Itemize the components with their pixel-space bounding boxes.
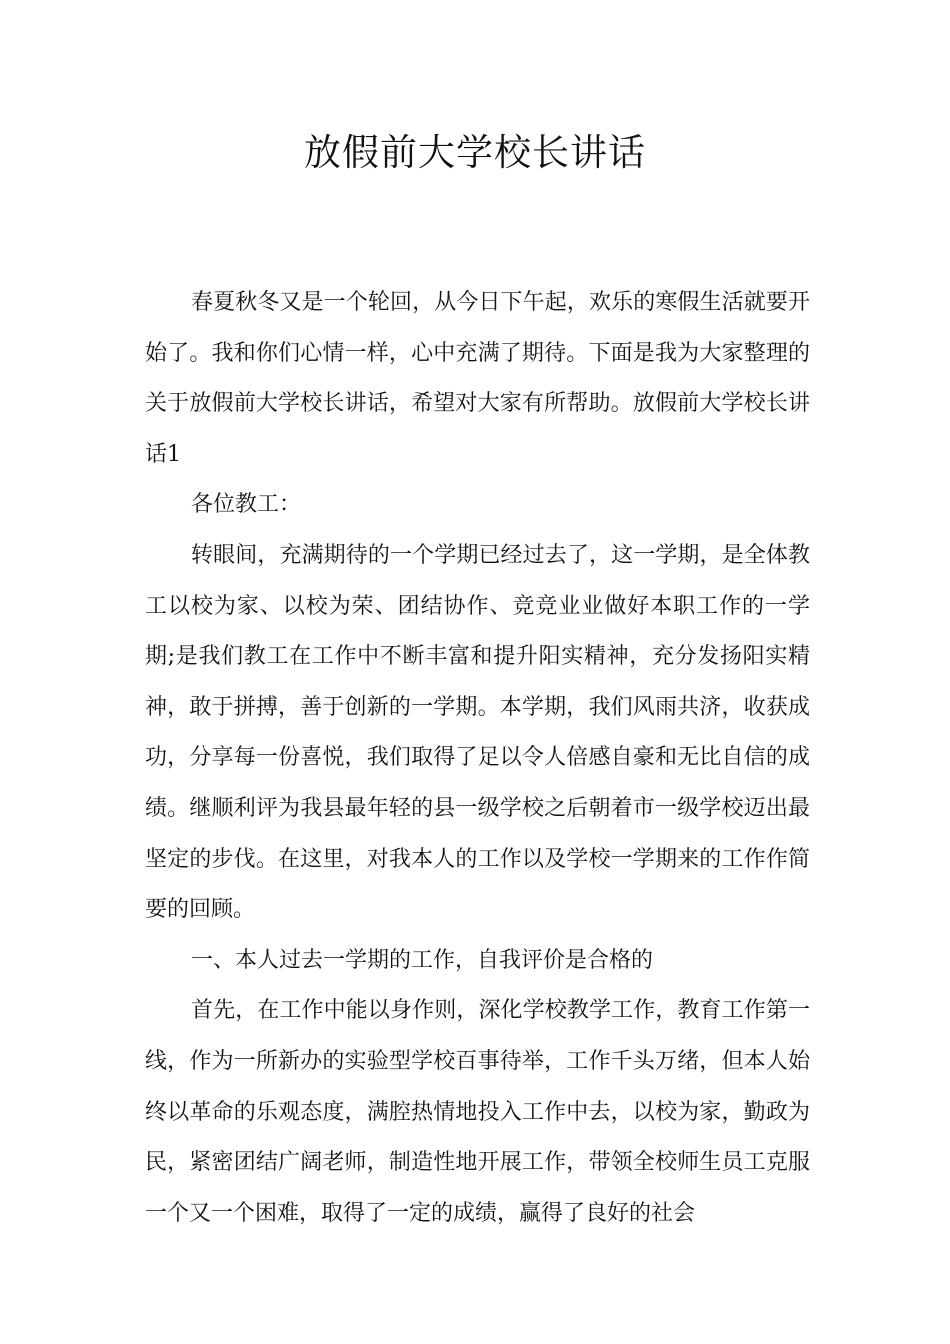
paragraph-first-point: 首先，在工作中能以身作则，深化学校教学工作，教育工作第一线，作为一所新办的实验型学校百事待举，工作千头万绪，但本人始终以革命的乐观态度，满腔热情地投入工作中去，以校为家，勤政为民，紧密团结广阔老师，制造性地开展工作，带领全校师生员工克服一个又一个困难，取得了一定的成绩，赢得了良好的社会: [145, 998, 810, 1226]
document-title: 放假前大学校长讲话: [304, 131, 646, 174]
paragraph-intro: 春夏秋冬又是一个轮回，从今日下午起，欢乐的寒假生活就要开始了。我和你们心情一样，心中充满了期待。下面是我为大家整理的关于放假前大学校长讲话，希望对大家有所帮助。放假前大学校长讲话1: [145, 290, 810, 467]
paragraph-salutation: 各位教工：: [191, 492, 302, 518]
paragraph-review: 转眼间，充满期待的一个学期已经过去了，这一学期，是全体教工以校为家、以校为荣、团结协作、竞竞业业做好本职工作的一学期;是我们教工在工作中不断丰富和提升阳实精神，充分发扬阳实精神，敢于拼搏，善于创新的一学期。本学期，我们风雨共济，收获成功，分享每一份喜悦，我们取得了足以令人倍感自豪和无比自信的成绩。继顺利评为我县最年轻的县一级学校之后朝着市一级学校迈出最坚定的步伐。在这里，对我本人的工作以及学校一学期来的工作作简要的回顾。: [145, 542, 810, 923]
document-body: [145, 278, 810, 1239]
section-heading-1: 一、本人过去一学期的工作，自我评价是合格的: [191, 947, 654, 973]
